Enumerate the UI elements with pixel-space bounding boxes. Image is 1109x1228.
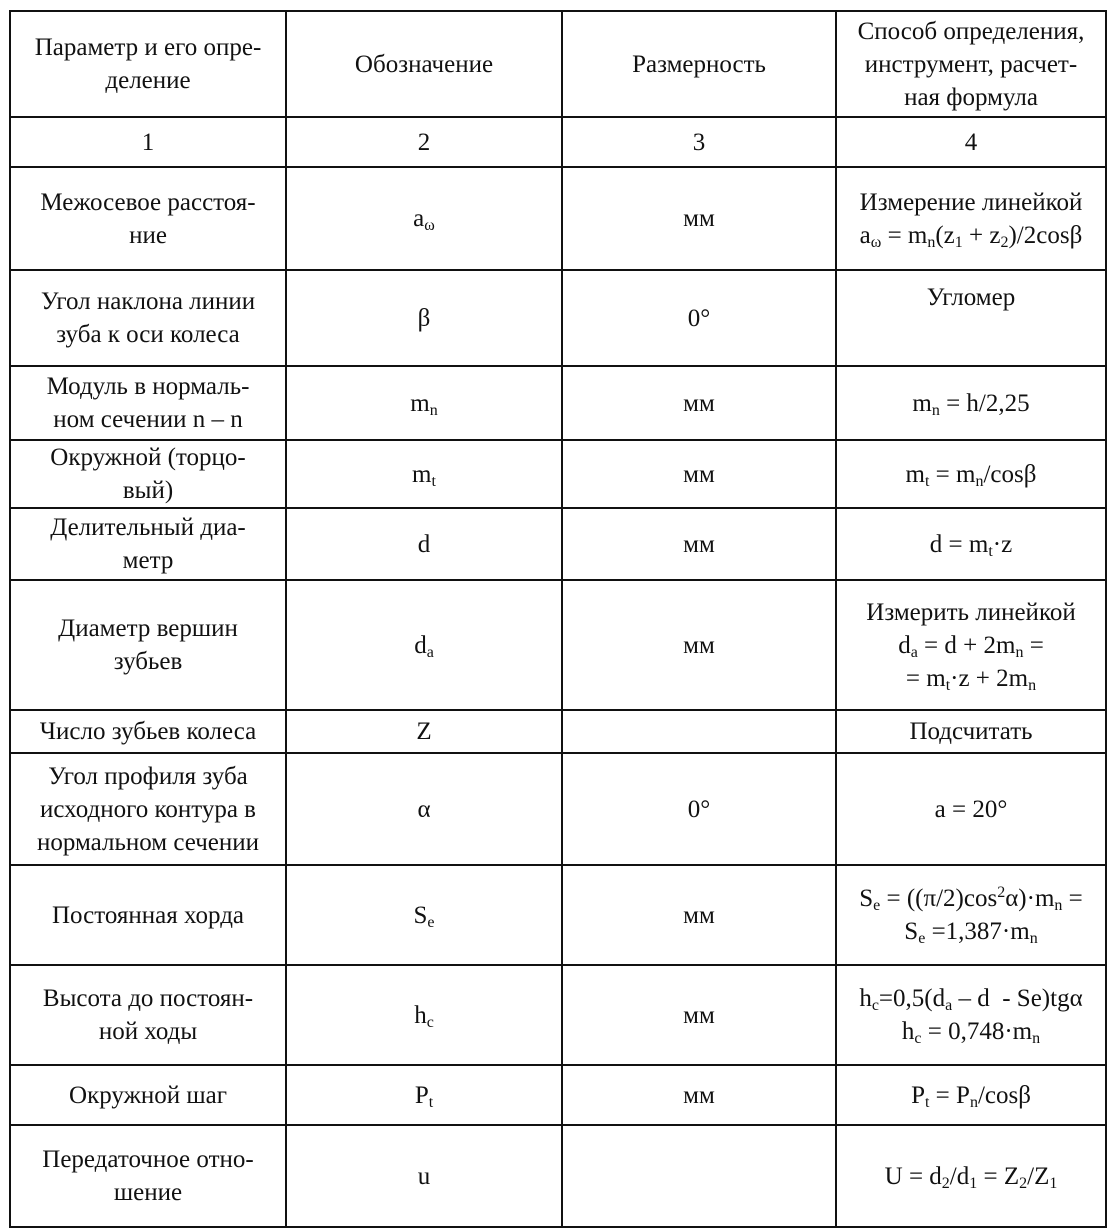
method-cell <box>836 753 1106 865</box>
formula-segment: t <box>924 1093 930 1111</box>
table-row <box>10 710 1106 753</box>
method-cell <box>836 1125 1106 1227</box>
method-line <box>839 1015 1103 1048</box>
formula-segment: =0,5(d <box>878 985 946 1012</box>
formula-segment: t <box>988 542 993 560</box>
formula-segment: c <box>914 1030 922 1047</box>
formula-segment: 2 <box>1000 233 1009 251</box>
parameter-cell: Окружной шаг <box>10 1065 286 1125</box>
method-line <box>839 186 1103 219</box>
unit-cell: мм <box>562 965 836 1065</box>
parameter-cell: Модуль в нормаль- ном сечении n – n <box>10 366 286 440</box>
formula-segment: a = 20° <box>934 795 1008 823</box>
method-line <box>839 629 1103 662</box>
method-cell <box>836 965 1106 1065</box>
method-line <box>839 915 1103 948</box>
formula-segment: = d + 2m <box>917 631 1016 659</box>
method-line <box>839 882 1103 915</box>
method-line <box>839 387 1103 420</box>
formula-segment: S <box>904 918 919 945</box>
formula-segment: (z <box>935 221 955 249</box>
column-number: 1 <box>10 117 286 167</box>
formula-segment: n <box>927 233 936 251</box>
formula-segment: )/2cosβ <box>1008 221 1083 249</box>
formula-segment: e <box>873 897 881 914</box>
formula-segment: /cosβ <box>983 460 1037 488</box>
symbol-base: β <box>417 304 431 332</box>
formula-segment: m <box>905 460 925 488</box>
method-cell <box>836 1065 1106 1125</box>
method-line <box>839 528 1103 561</box>
formula-segment: n <box>1015 643 1024 661</box>
table-row <box>10 270 1106 366</box>
formula-segment: c <box>871 997 879 1014</box>
symbol-base: m <box>412 460 432 488</box>
symbol-cell <box>286 508 562 580</box>
table-row <box>10 1125 1106 1227</box>
formula-segment: = m <box>905 664 946 692</box>
symbol-base: S <box>413 901 428 929</box>
method-cell <box>836 366 1106 440</box>
symbol-subscript: ω <box>424 217 435 234</box>
formula-segment: a <box>945 997 953 1014</box>
table-row <box>10 366 1106 440</box>
header-method: Способ определения, инструмент, расчет- ная формула <box>836 11 1106 117</box>
symbol-base: α <box>417 795 431 823</box>
formula-segment: 1 <box>954 233 963 251</box>
formula-segment: ·z + 2m <box>950 664 1029 692</box>
formula-segment: e <box>918 930 926 947</box>
parameters-table <box>9 10 1107 1228</box>
parameter-cell: Высота до постоян- ной ходы <box>10 965 286 1065</box>
column-number-row <box>10 117 1106 167</box>
formula-segment: = m <box>881 221 928 249</box>
unit-cell: мм <box>562 366 836 440</box>
parameter-cell: Угол профиля зуба исходного контура в нормальном сечении <box>10 753 286 865</box>
method-cell <box>836 508 1106 580</box>
formula-segment: n <box>1032 1030 1041 1047</box>
formula-segment: d <box>898 631 911 659</box>
parameter-cell: Межосевое расстоя- ние <box>10 167 286 270</box>
symbol-subscript: c <box>426 1013 434 1031</box>
symbol-subscript: e <box>427 913 435 931</box>
parameter-cell: Постоянная хорда <box>10 865 286 965</box>
formula-segment: n <box>931 401 940 419</box>
formula-segment: ·z <box>992 530 1013 558</box>
symbol-cell <box>286 753 562 865</box>
formula-segment: = Z <box>977 1162 1020 1190</box>
formula-segment: = m <box>929 460 976 488</box>
column-number: 2 <box>286 117 562 167</box>
formula-segment: t <box>924 472 930 490</box>
formula-segment: Измерить линейкой <box>866 598 1076 626</box>
symbol-cell <box>286 167 562 270</box>
table-row <box>10 508 1106 580</box>
header-row <box>10 11 1106 117</box>
formula-segment: n <box>1028 676 1037 694</box>
unit-cell: мм <box>562 865 836 965</box>
formula-segment: /d <box>949 1162 970 1190</box>
formula-segment: a <box>859 221 871 249</box>
unit-cell: мм <box>562 167 836 270</box>
method-line <box>839 662 1103 695</box>
unit-cell: 0° <box>562 270 836 366</box>
formula-segment: Угломер <box>926 284 1016 311</box>
parameter-cell: Угол наклона линии зуба к оси колеса <box>10 270 286 366</box>
symbol-cell <box>286 710 562 753</box>
unit-cell: 0° <box>562 753 836 865</box>
header-symbol: Обозначение <box>286 11 562 117</box>
formula-segment: m <box>912 389 932 417</box>
method-cell <box>836 167 1106 270</box>
method-line <box>839 982 1103 1015</box>
formula-segment: = h/2,25 <box>939 389 1030 417</box>
unit-cell: мм <box>562 440 836 508</box>
parameter-cell: Число зубьев колеса <box>10 710 286 753</box>
method-line <box>839 281 1103 314</box>
parameter-cell: Передаточное отно- шение <box>10 1125 286 1227</box>
unit-cell: мм <box>562 1065 836 1125</box>
column-number: 4 <box>836 117 1106 167</box>
symbol-cell <box>286 580 562 710</box>
method-cell <box>836 440 1106 508</box>
symbol-base: P <box>414 1081 429 1109</box>
formula-segment: 2 <box>1019 1174 1028 1192</box>
table-row <box>10 167 1106 270</box>
symbol-cell <box>286 440 562 508</box>
method-line <box>839 1079 1103 1112</box>
parameter-cell: Окружной (торцо- вый) <box>10 440 286 508</box>
formula-segment: d = m <box>929 530 989 558</box>
table-body <box>10 11 1106 1227</box>
method-line <box>839 715 1103 748</box>
symbol-base: m <box>410 389 430 417</box>
formula-segment: S <box>859 885 874 912</box>
method-cell <box>836 865 1106 965</box>
symbol-base: d <box>414 631 427 659</box>
formula-segment: + z <box>962 221 1001 249</box>
formula-segment: n <box>969 1093 978 1111</box>
header-parameter: Параметр и его опре- деление <box>10 11 286 117</box>
symbol-subscript: t <box>428 1093 434 1111</box>
method-line <box>839 596 1103 629</box>
formula-segment: Измерение линейкой <box>859 188 1083 216</box>
formula-segment: Подсчитать <box>909 718 1033 745</box>
method-cell <box>836 580 1106 710</box>
table-row <box>10 753 1106 865</box>
formula-segment: h <box>901 1018 915 1045</box>
table-row <box>10 440 1106 508</box>
symbol-base: Z <box>416 718 432 745</box>
symbol-base: h <box>414 1001 427 1029</box>
symbol-cell <box>286 1125 562 1227</box>
symbol-cell <box>286 965 562 1065</box>
symbol-base: u <box>417 1162 431 1190</box>
symbol-subscript: a <box>426 643 434 661</box>
formula-segment: h <box>859 985 872 1012</box>
formula-segment: P <box>911 1081 925 1109</box>
symbol-base: a <box>413 205 425 232</box>
symbol-base: d <box>417 530 431 558</box>
formula-segment: = 0,748·m <box>921 1018 1033 1045</box>
symbol-subscript: n <box>429 401 438 419</box>
table-row <box>10 865 1106 965</box>
formula-segment: =1,387·m <box>925 918 1030 945</box>
formula-segment: = <box>1062 885 1083 912</box>
unit-cell: мм <box>562 508 836 580</box>
formula-segment: 2 <box>941 1174 950 1192</box>
symbol-cell <box>286 366 562 440</box>
formula-segment: n <box>1029 930 1038 947</box>
formula-segment: /cosβ <box>977 1081 1031 1109</box>
formula-segment: = P <box>929 1081 970 1109</box>
formula-segment: ω <box>870 233 882 251</box>
method-line <box>839 793 1103 826</box>
symbol-cell <box>286 865 562 965</box>
formula-segment: /Z <box>1027 1162 1050 1190</box>
formula-segment: = <box>1023 631 1044 659</box>
method-line <box>839 219 1103 252</box>
table-row <box>10 1065 1106 1125</box>
formula-segment: n <box>1054 897 1063 914</box>
formula-segment: 1 <box>969 1174 978 1192</box>
formula-segment: n <box>975 472 984 490</box>
formula-segment: a <box>910 643 918 661</box>
parameter-cell: Диаметр вершин зубьев <box>10 580 286 710</box>
method-line <box>839 458 1103 491</box>
symbol-cell <box>286 270 562 366</box>
unit-cell <box>562 1125 836 1227</box>
header-unit: Размерность <box>562 11 836 117</box>
formula-segment: α)·m <box>1005 885 1055 912</box>
formula-segment: U = d <box>884 1162 942 1190</box>
method-line <box>839 1160 1103 1193</box>
symbol-cell <box>286 1065 562 1125</box>
formula-segment: 1 <box>1049 1174 1058 1192</box>
unit-cell <box>562 710 836 753</box>
symbol-subscript: t <box>431 472 436 490</box>
formula-segment: = ((π/2)cos <box>880 885 998 912</box>
column-number: 3 <box>562 117 836 167</box>
formula-segment: – d - Se)tgα <box>952 985 1083 1012</box>
method-cell <box>836 710 1106 753</box>
method-cell <box>836 270 1106 366</box>
formula-segment: t <box>945 676 951 694</box>
table-row <box>10 965 1106 1065</box>
unit-cell: мм <box>562 580 836 710</box>
formula-segment: 2 <box>997 884 1006 901</box>
parameter-cell: Делительный диа- метр <box>10 508 286 580</box>
table-row <box>10 580 1106 710</box>
